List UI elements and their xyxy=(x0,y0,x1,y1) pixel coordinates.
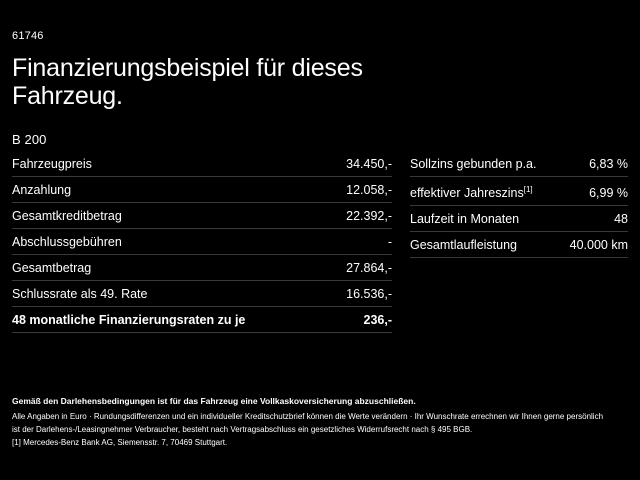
row-label: Laufzeit in Monaten xyxy=(410,212,520,227)
row-value: - xyxy=(387,235,392,249)
row-label: Sollzins gebunden p.a. xyxy=(410,157,537,171)
row-value: 16.536,- xyxy=(346,287,392,301)
row-value: 34.450,- xyxy=(346,157,392,171)
row-value: 6,83 % xyxy=(589,157,628,171)
table-row xyxy=(12,255,392,281)
row-value: 22.392,- xyxy=(346,209,392,223)
finance-table-right xyxy=(410,151,628,333)
table-row xyxy=(410,151,628,177)
row-label: Fahrzeugpreis xyxy=(12,157,92,171)
table-row xyxy=(12,177,392,203)
page-title xyxy=(12,54,628,110)
row-label-text: effektiver Jahreszins xyxy=(410,186,524,201)
row-label: Gesamtkreditbetrag xyxy=(12,209,122,223)
row-label: Anzahlung xyxy=(12,183,72,197)
document-id: 61746 xyxy=(12,30,44,42)
table-row xyxy=(12,229,392,255)
table-row xyxy=(12,203,392,229)
row-label: Abschlussgebühren xyxy=(12,235,122,249)
vehicle-model: B 200 xyxy=(12,132,47,147)
row-value: 27.864,- xyxy=(346,261,392,275)
legal-notes xyxy=(12,395,628,449)
legal-bold-note: Gemäß den Darlehensbedingungen ist für das Fahrzeug eine Vollkaskoversicherung abzuschließen. xyxy=(12,396,416,406)
row-value: 6,99 % xyxy=(589,186,628,201)
page-title-line-1: Finanzierungsbeispiel für dieses xyxy=(12,54,363,82)
column-spacer xyxy=(392,151,410,333)
legal-line: ist der Darlehens-/Leasingnehmer Verbraucher, besteht nach Vertragsabschluss ein gesetzliches Widerrufsrecht nach § 495 BGB. xyxy=(12,425,473,434)
row-label: Schlussrate als 49. Rate xyxy=(12,287,148,301)
row-label: 48 monatliche Finanzierungsraten zu je xyxy=(12,313,246,327)
table-row xyxy=(410,177,628,206)
table-row-monthly-rate xyxy=(12,307,392,333)
table-row xyxy=(410,232,628,258)
table-row xyxy=(12,281,392,307)
legal-line: [1] Mercedes-Benz Bank AG, Siemensstr. 7, 70469 Stuttgart. xyxy=(12,438,228,447)
page-title-line-2: Fahrzeug. xyxy=(12,82,123,110)
footnote-marker: [1] xyxy=(523,185,533,194)
row-label: Gesamtlaufleistung xyxy=(410,238,518,253)
row-label xyxy=(410,183,533,200)
table-row xyxy=(12,151,392,177)
legal-line: Alle Angaben in Euro · Rundungsdifferenzen und ein individueller Kreditschutzbrief können die Werte verändern · Ihr Wunschrate errechnen wir Ihnen gerne persönlich xyxy=(12,412,604,421)
row-value: 40.000 km xyxy=(569,238,628,253)
finance-table-left xyxy=(12,151,392,333)
finance-tables xyxy=(12,151,628,333)
row-value: 236,- xyxy=(363,313,392,327)
row-value: 48 xyxy=(614,212,628,227)
row-value: 12.058,- xyxy=(346,183,392,197)
row-label: Gesamtbetrag xyxy=(12,261,92,275)
legal-fine-print xyxy=(12,411,628,449)
table-row xyxy=(410,206,628,232)
